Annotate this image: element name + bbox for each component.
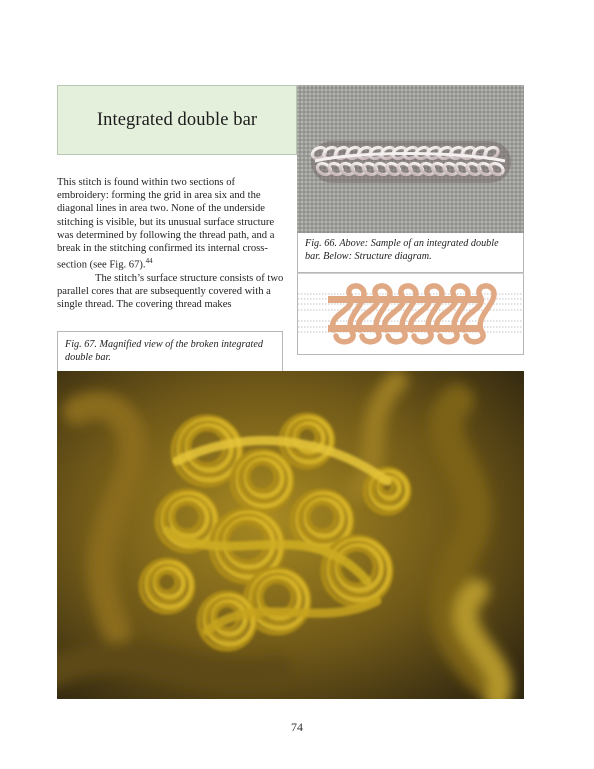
lower-core bbox=[328, 325, 483, 332]
fig66-caption: Fig. 66. Above: Sample of an integrated double bar. Below: Structure diagram. bbox=[297, 233, 524, 273]
covering-thread-loop bbox=[333, 286, 364, 342]
title-box bbox=[57, 85, 297, 155]
upper-core bbox=[328, 296, 483, 303]
body-paragraph-2: The stitch’s surface structure consists of two parallel cores that are subsequently covered with a single thread. The covering thread makes bbox=[57, 272, 284, 311]
fig67-caption: Fig. 67. Magnified view of the broken integrated double bar. bbox=[57, 331, 283, 371]
page-number: 74 bbox=[291, 720, 303, 734]
section-title: Integrated double bar bbox=[96, 109, 258, 130]
fig67-magnified-photo bbox=[57, 371, 524, 699]
body-paragraph-1-text: This stitch is found within two sections of embroidery: forming the grid in area six and the diagonal lines in area two. None of the underside stitching is visible, but its unusual surface structure was determined by following the thread path, and a break in the stitching confirmed its internal cross-section (see Fig. 67). bbox=[57, 177, 275, 271]
body-text bbox=[57, 176, 289, 312]
fig66-sample-photo bbox=[297, 85, 524, 233]
fig66-structure-diagram bbox=[297, 273, 524, 355]
footnote-reference: 44 bbox=[145, 257, 153, 266]
body-paragraph-1 bbox=[57, 176, 289, 272]
